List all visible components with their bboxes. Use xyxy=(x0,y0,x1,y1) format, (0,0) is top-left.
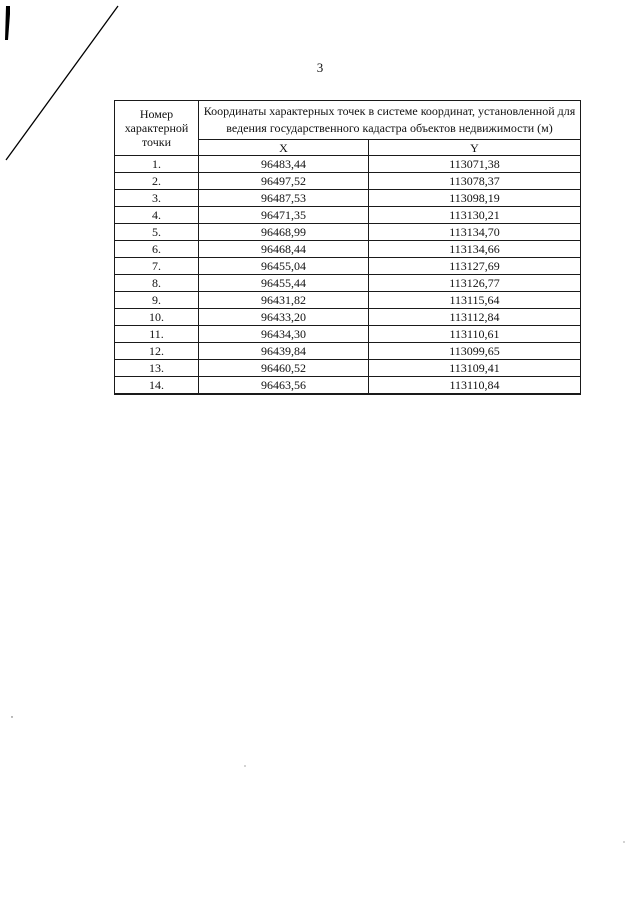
coordinates-header: Координаты характерных точек в системе координат, установленной для ведения государственного кадастра объектов недвижимости (м) xyxy=(199,101,581,140)
point-number-cell: 9. xyxy=(115,292,199,309)
table-row xyxy=(115,190,581,207)
y-coordinate-cell: 113098,19 xyxy=(369,190,581,207)
point-number-cell: 2. xyxy=(115,173,199,190)
x-coordinate-cell: 96483,44 xyxy=(199,156,369,173)
x-coordinate-cell: 96487,53 xyxy=(199,190,369,207)
x-coordinate-cell: 96455,44 xyxy=(199,275,369,292)
x-coordinate-cell: 96433,20 xyxy=(199,309,369,326)
y-coordinate-cell: 113071,38 xyxy=(369,156,581,173)
point-number-cell: 1. xyxy=(115,156,199,173)
point-number-cell: 14. xyxy=(115,377,199,395)
x-coordinate-cell: 96468,44 xyxy=(199,241,369,258)
x-coordinate-cell: 96455,04 xyxy=(199,258,369,275)
table-row xyxy=(115,377,581,395)
x-coordinate-cell: 96460,52 xyxy=(199,360,369,377)
point-number-cell: 11. xyxy=(115,326,199,343)
x-coordinate-cell: 96463,56 xyxy=(199,377,369,395)
table-row xyxy=(115,156,581,173)
table-row xyxy=(115,309,581,326)
scan-dust xyxy=(244,765,245,766)
point-number-cell: 7. xyxy=(115,258,199,275)
y-coordinate-cell: 113115,64 xyxy=(369,292,581,309)
x-coordinate-cell: 96434,30 xyxy=(199,326,369,343)
point-number-cell: 6. xyxy=(115,241,199,258)
x-coordinate-cell: 96468,99 xyxy=(199,224,369,241)
binding-corner-mark xyxy=(5,6,10,40)
point-number-cell: 4. xyxy=(115,207,199,224)
y-coordinate-cell: 113126,77 xyxy=(369,275,581,292)
page-number: 3 xyxy=(316,60,324,75)
table-row xyxy=(115,326,581,343)
point-number-cell: 5. xyxy=(115,224,199,241)
table-row xyxy=(115,292,581,309)
table-row xyxy=(115,224,581,241)
y-coordinate-cell: 113110,61 xyxy=(369,326,581,343)
coordinates-table xyxy=(114,100,581,395)
y-coordinate-cell: 113127,69 xyxy=(369,258,581,275)
point-number-header: Номер характерной точки xyxy=(115,101,199,156)
y-column-header: Y xyxy=(369,140,581,156)
point-number-cell: 3. xyxy=(115,190,199,207)
y-coordinate-cell: 113099,65 xyxy=(369,343,581,360)
x-column-header: X xyxy=(199,140,369,156)
point-number-cell: 10. xyxy=(115,309,199,326)
y-coordinate-cell: 113110,84 xyxy=(369,377,581,395)
table-row xyxy=(115,343,581,360)
table-row xyxy=(115,207,581,224)
x-coordinate-cell: 96497,52 xyxy=(199,173,369,190)
table-row xyxy=(115,241,581,258)
y-coordinate-cell: 113134,66 xyxy=(369,241,581,258)
y-coordinate-cell: 113130,21 xyxy=(369,207,581,224)
y-coordinate-cell: 113109,41 xyxy=(369,360,581,377)
x-coordinate-cell: 96439,84 xyxy=(199,343,369,360)
diagonal-scan-line xyxy=(6,6,118,160)
table-row xyxy=(115,173,581,190)
y-coordinate-cell: 113078,37 xyxy=(369,173,581,190)
scan-dust xyxy=(623,841,624,842)
coordinates-table-body xyxy=(115,156,581,395)
scan-dust xyxy=(11,716,12,717)
point-number-cell: 13. xyxy=(115,360,199,377)
table-row xyxy=(115,360,581,377)
y-coordinate-cell: 113112,84 xyxy=(369,309,581,326)
y-coordinate-cell: 113134,70 xyxy=(369,224,581,241)
x-coordinate-cell: 96471,35 xyxy=(199,207,369,224)
x-coordinate-cell: 96431,82 xyxy=(199,292,369,309)
table-row xyxy=(115,275,581,292)
point-number-cell: 8. xyxy=(115,275,199,292)
point-number-cell: 12. xyxy=(115,343,199,360)
table-row xyxy=(115,258,581,275)
